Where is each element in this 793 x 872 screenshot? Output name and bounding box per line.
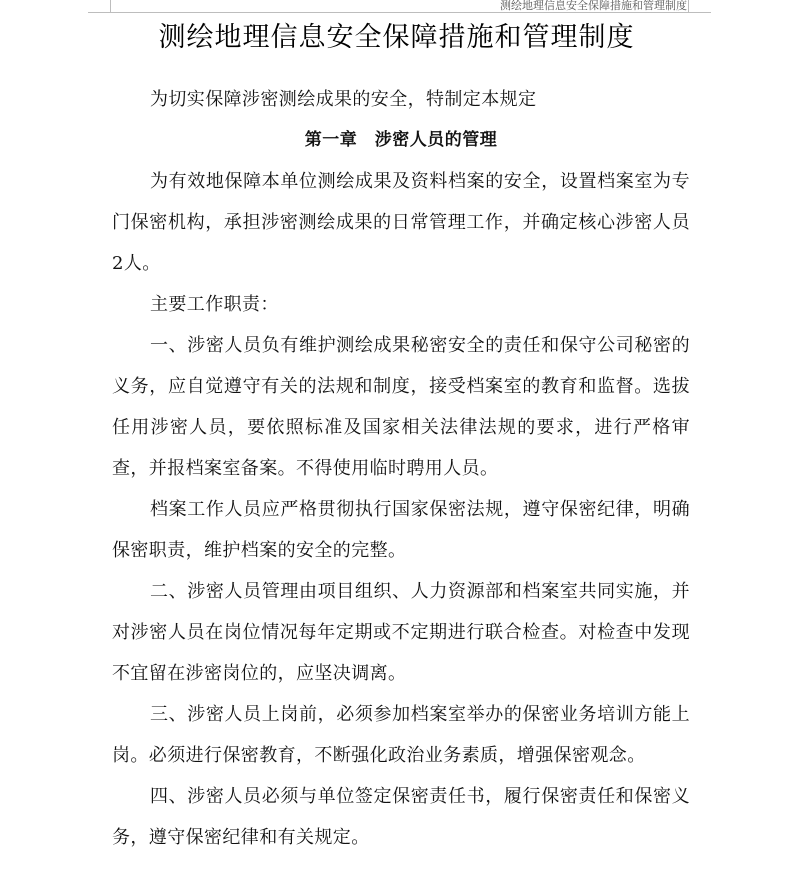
paragraph-item-4: 四、涉密人员必须与单位签定保密责任书，履行保密责任和保密义务，遵守保密纪律和有关规定。 — [112, 786, 690, 848]
paragraph-item-3: 三、涉密人员上岗前，必须参加档案室举办的保密业务培训方能上岗。必须进行保密教育，不断强化政治业务素质，增强保密观念。 — [112, 704, 690, 766]
intro-paragraph: 为切实保障涉密测绘成果的安全，特制定本规定 — [150, 89, 537, 110]
paragraph-archive-room: 为有效地保障本单位测绘成果及资料档案的安全，设置档案室为专门保密机构，承担涉密测绘成果的日常管理工作，并确定核心涉密人员2人。 — [112, 171, 690, 274]
header-corner-mark-left — [88, 0, 111, 13]
header-corner-mark-right — [688, 0, 711, 13]
paragraph-item-1: 一、涉密人员负有维护测绘成果秘密安全的责任和保守公司秘密的义务，应自觉遵守有关的法规和制度，接受档案室的教育和监督。选拔任用涉密人员，要依照标准及国家相关法律法规的要求，进行严格审查，并报档案室备案。不得使用临时聘用人员。 — [112, 335, 690, 479]
paragraph-main-duties: 主要工作职责： — [150, 294, 279, 315]
page-title: 测绘地理信息安全保障措施和管理制度 — [158, 22, 635, 53]
chapter-heading: 第一章 涉密人员的管理 — [304, 130, 498, 150]
document-body — [112, 79, 690, 858]
header-rule — [110, 12, 688, 13]
paragraph-item-2: 二、涉密人员管理由项目组织、人力资源部和档案室共同实施，并对涉密人员在岗位情况每年定期或不定期进行联合检查。对检查中发现不宜留在涉密岗位的，应坚决调离。 — [112, 581, 690, 684]
paragraph-archive-staff: 档案工作人员应严格贯彻执行国家保密法规，遵守保密纪律，明确保密职责，维护档案的安全的完整。 — [112, 499, 690, 561]
running-header: 测绘地理信息安全保障措施和管理制度 — [500, 0, 687, 12]
